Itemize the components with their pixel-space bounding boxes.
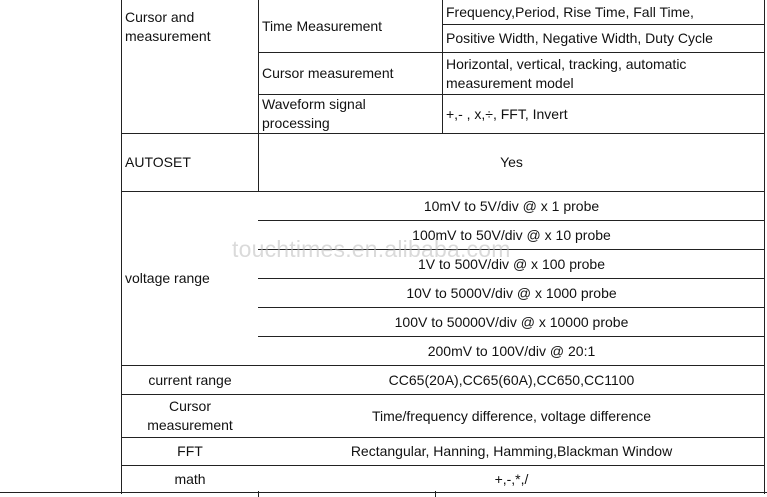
row-label-cursor-measurement: Cursor measurement	[147, 398, 233, 433]
row-label-autoset: AUTOSET	[125, 154, 191, 170]
value-time-measurement-line1: Frequency,Period, Rise Time, Fall Time,	[446, 3, 694, 20]
value-time-measurement-line2: Positive Width, Negative Width, Duty Cycle	[446, 30, 713, 46]
value-cursor-measurement-difference: Time/frequency difference, voltage difference	[371, 407, 652, 424]
sublabel-time-measurement: Time Measurement	[262, 17, 383, 34]
row-label-math: math	[174, 470, 206, 487]
value-fft-windows: Rectangular, Hanning, Hamming,Blackman Window	[350, 443, 673, 459]
table-border-bottom	[0, 492, 767, 493]
table-border-right	[764, 0, 765, 494]
row-label-fft: FFT	[177, 443, 203, 459]
voltage-range-value: 100V to 50000V/div @ x 10000 probe	[394, 313, 629, 330]
value-cursor-measurement: Horizontal, vertical, tracking, automatic measurement model	[446, 55, 687, 91]
value-autoset: Yes	[500, 154, 523, 170]
value-waveform-signal-processing: +,- , x,÷, FFT, Invert	[446, 105, 568, 122]
voltage-range-value: 100mV to 50V/div @ x 10 probe	[412, 226, 611, 243]
value-math: +,-,*,/	[494, 470, 529, 487]
row-label-current-range: current range	[148, 371, 232, 388]
voltage-range-value: 10V to 5000V/div @ x 1000 probe	[406, 284, 617, 301]
voltage-range-value: 10mV to 5V/div @ x 1 probe	[423, 197, 600, 214]
sublabel-cursor-measurement: Cursor measurement	[262, 65, 394, 81]
value-current-range: CC65(20A),CC65(60A),CC650,CC1100	[388, 371, 635, 388]
voltage-range-value: 1V to 500V/div @ x 100 probe	[418, 255, 605, 272]
sublabel-waveform-signal-processing: Waveform signal processing	[262, 96, 366, 131]
row-label-cursor-and-measurement: Cursor and measurement	[125, 9, 211, 44]
voltage-range-value: 200mV to 100V/div @ 20:1	[427, 342, 596, 359]
row-label-voltage-range: voltage range	[125, 270, 210, 286]
watermark: touchtimes.en.alibaba.com	[232, 236, 511, 262]
